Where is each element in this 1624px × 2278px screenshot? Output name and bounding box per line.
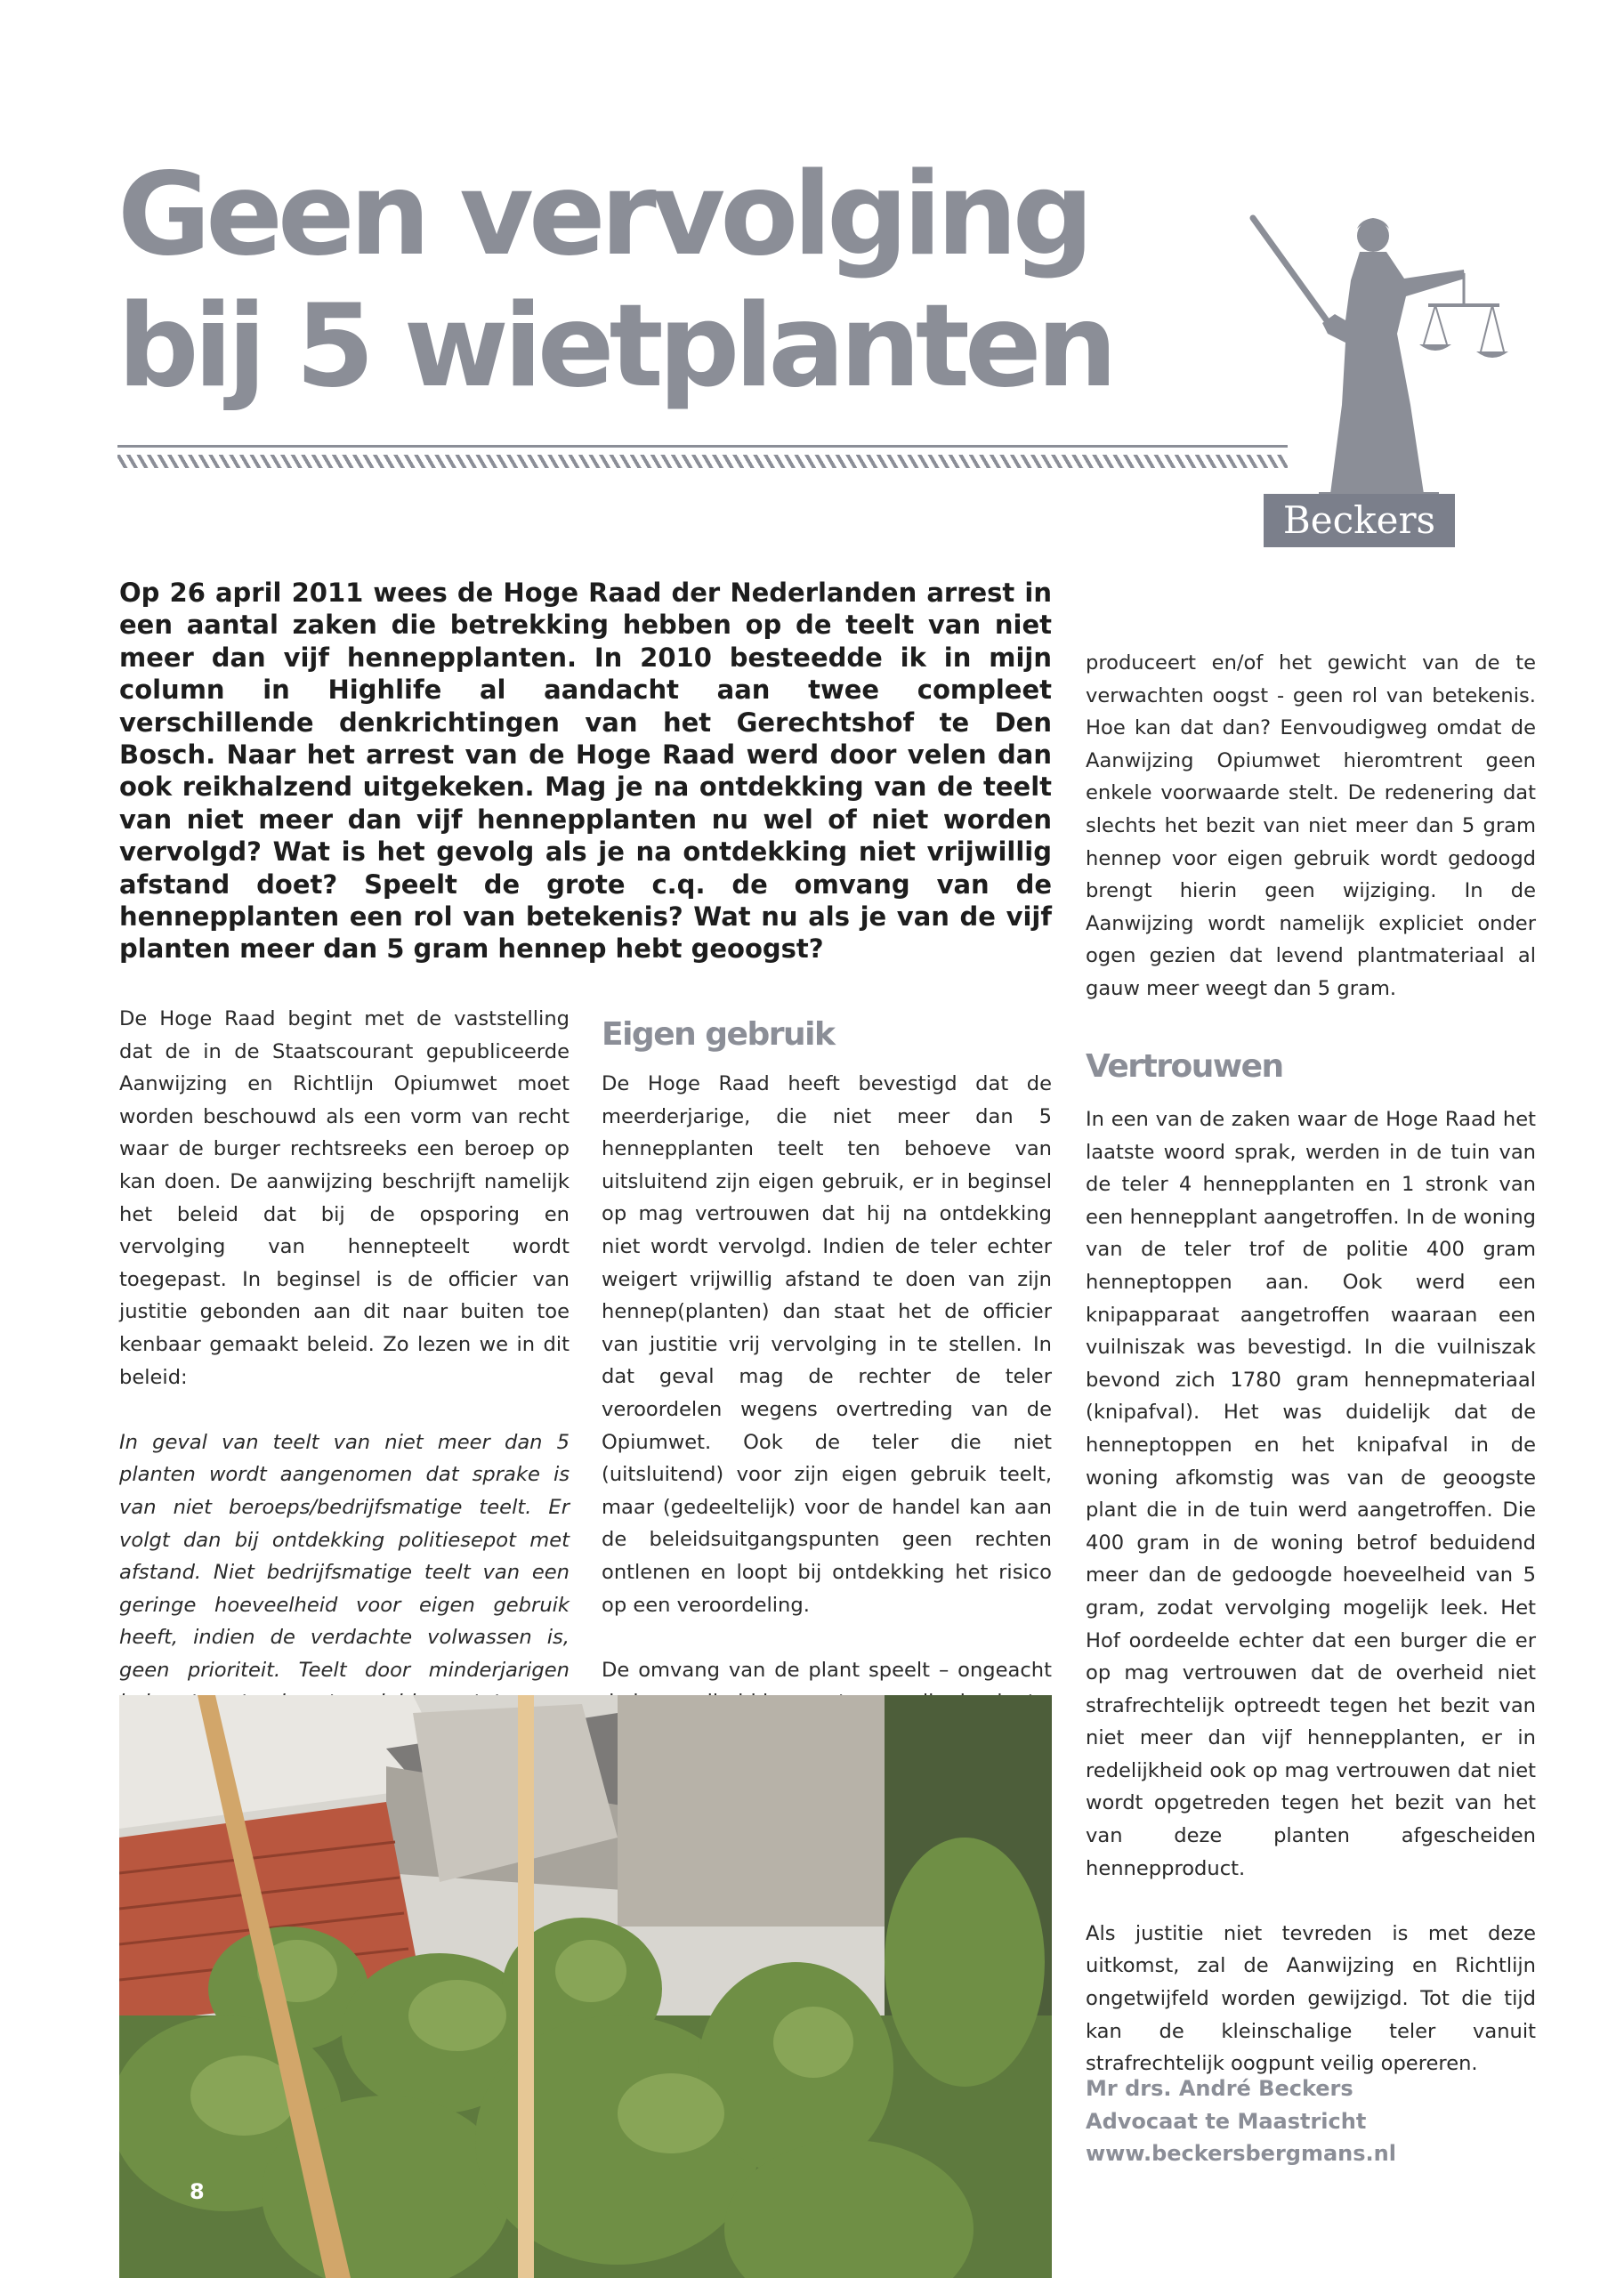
author-signature [1086, 2072, 1536, 2170]
author-website: www.beckersbergmans.nl [1086, 2141, 1396, 2167]
heading-eigen-gebruik: Eigen gebruik [602, 1016, 835, 1053]
cannabis-plants-photo [119, 1695, 1052, 2278]
column-1 [119, 1003, 570, 1784]
column-3 [1086, 647, 1536, 1038]
paragraph-omvang: De omvang van de plant speelt – ongeacht [602, 1658, 1052, 1682]
title-divider [117, 445, 1288, 468]
title-line-1: Geen vervolging [117, 149, 1089, 281]
column-3-vertrouwen [1086, 1103, 1536, 2112]
page-number: 8 [190, 2179, 205, 2204]
paragraph-1: De Hoge Raad begint met de vaststelling dat de in de Staatscourant gepubliceerde Aanwijzing en Richtlijn Opiumwet moet worden beschouwd als een vorm van recht waar de burger rechtsreeks een beroep op kan doen. De aanwijzing beschrijft namelijk het beleid dat bij de opsporing en vervolging van hennepteelt wordt toegepast. In beginsel is de officier van justitie gebonden aan dit naar buiten toe kenbaar gemaakt beleid. Zo lezen we in dit beleid: [119, 1007, 570, 1389]
column-2 [602, 1068, 1052, 1751]
policy-quote: In geval van teelt van niet meer dan 5 planten wordt aangenomen dat sprake is van niet beroeps/bedrijfsmatige teelt. Er volgt dan bij ontdekking politiesepot met afstand. Niet bedrijfsmatige teelt van een geringe hoeveelheid voor eigen gebruik heeft, indien de verdachte volwassen is, geen prioriteit. Teelt door minderjarigen [119, 1430, 570, 1682]
beckers-badge: Beckers [1264, 494, 1455, 547]
article-title [117, 149, 1112, 413]
heading-vertrouwen: Vertrouwen [1086, 1048, 1283, 1085]
author-role: Advocaat te Maastricht [1086, 2108, 1367, 2134]
paragraph-eigen-gebruik: De Hoge Raad heeft bevestigd dat de meerderjarige, die niet meer dan 5 hennepplanten teelt ten behoeve van uitsluitend zijn eigen gebruik, er in beginsel op mag vertrouwen dat hij na ontdekking niet wordt vervolgd. Indien de teler echter weigert vrijwillig afstand te doen van zijn hennep(planten) dan staat het de officier van justitie vrij vervolging in te stellen. In dat geval mag de rechter de teler veroordelen wegens overtreding van de Opiumwet. Ook de teler die niet (uitsluitend) voor zijn eigen gebruik teelt, maar (gedeeltelijk) voor de handel kan aan de beleidsuitgangspunten geen rechten ontlenen en loopt bij ontdekking het risico op een veroordeling. [602, 1072, 1052, 1617]
article-intro: Op 26 april 2011 wees de Hoge Raad der Nederlanden arrest in een aantal zaken die betrekking hebben op de teelt van niet meer dan vijf hennepplanten. In 2010 besteedde ik in mijn column in Highlife al aandacht aan twee compleet verschillende denkrichtingen van het Gerechtshof te Den Bosch. Naar het arrest van de Hoge Raad werd door velen dan ook reikhalzend uitgekeken. Mag je na ontdekking van de teelt van niet meer dan vijf hennepplanten nu wel of niet worden vervolgd? Wat is het gevolg als je na ontdekking niet vrijwillig afstand doet? Speelt de grote c.q. de omvang van de hennepplanten een rol van betekenis? Wat nu als je van de vijf planten meer dan 5 gram hennep hebt geoogst? [119, 578, 1052, 965]
paragraph-vertrouwen: In een van de zaken waar de Hoge Raad het laatste woord sprak, werden in de tuin van de teler 4 hennepplanten en 1 stronk van een hennepplant aangetroffen. In de woning van de teler trof de politie 400 gram henneptoppen aan. Ook werd een knipapparaat aangetroffen waaraan een vuilniszak was bevestigd. In die vuilniszak bevond zich 1780 gram hennepmateriaal (knipafval). Het was duidelijk dat de henneptoppen en het knipafval in de woning afkomstig was van de geoogste plant die in de tuin werd aangetroffen. Die 400 gram in de woning betrof beduidend meer dan de gedoogde hoeveelheid van 5 gram, zodat vervolging mogelijk leek. Het Hof oordeelde echter dat een burger die er op mag vertrouwen dat de overheid niet strafrechtelijk optreedt tegen het bezit van niet meer dan vijf hennepplanten, er in redelijkheid ook op mag vertrouwen dat niet wordt opgetreden tegen het bezit van het van deze planten afgescheiden hennepproduct. [1086, 1108, 1536, 1880]
author-name: Mr drs. André Beckers [1086, 2076, 1353, 2101]
paragraph-conclusie: Als justitie niet tevreden is met deze uitkomst, zal de Aanwijzing en Richtlijn ongetwijfeld worden gewijzigd. Tot die tijd kan de kleinschalige teler vanuit strafrechtelijk oogpunt veilig opereren. [1086, 1921, 1536, 2076]
title-line-2: bij 5 wietplanten [117, 280, 1112, 413]
paragraph-continued: produceert en/of het gewicht van de te verwachten oogst - geen rol van betekenis. Hoe kan dat dan? Eenvoudigweg omdat de Aanwijzing Opiumwet hieromtrent geen enkele voorwaarde stelt. De redenering dat slechts het bezit van niet meer dan 5 gram hennep voor eigen gebruik wordt gedoogd brengt hierin geen wijziging. In de Aanwijzing wordt namelijk expliciet onder ogen gezien dat levend plantmateriaal al gauw meer weegt dan 5 gram. [1086, 651, 1536, 1000]
